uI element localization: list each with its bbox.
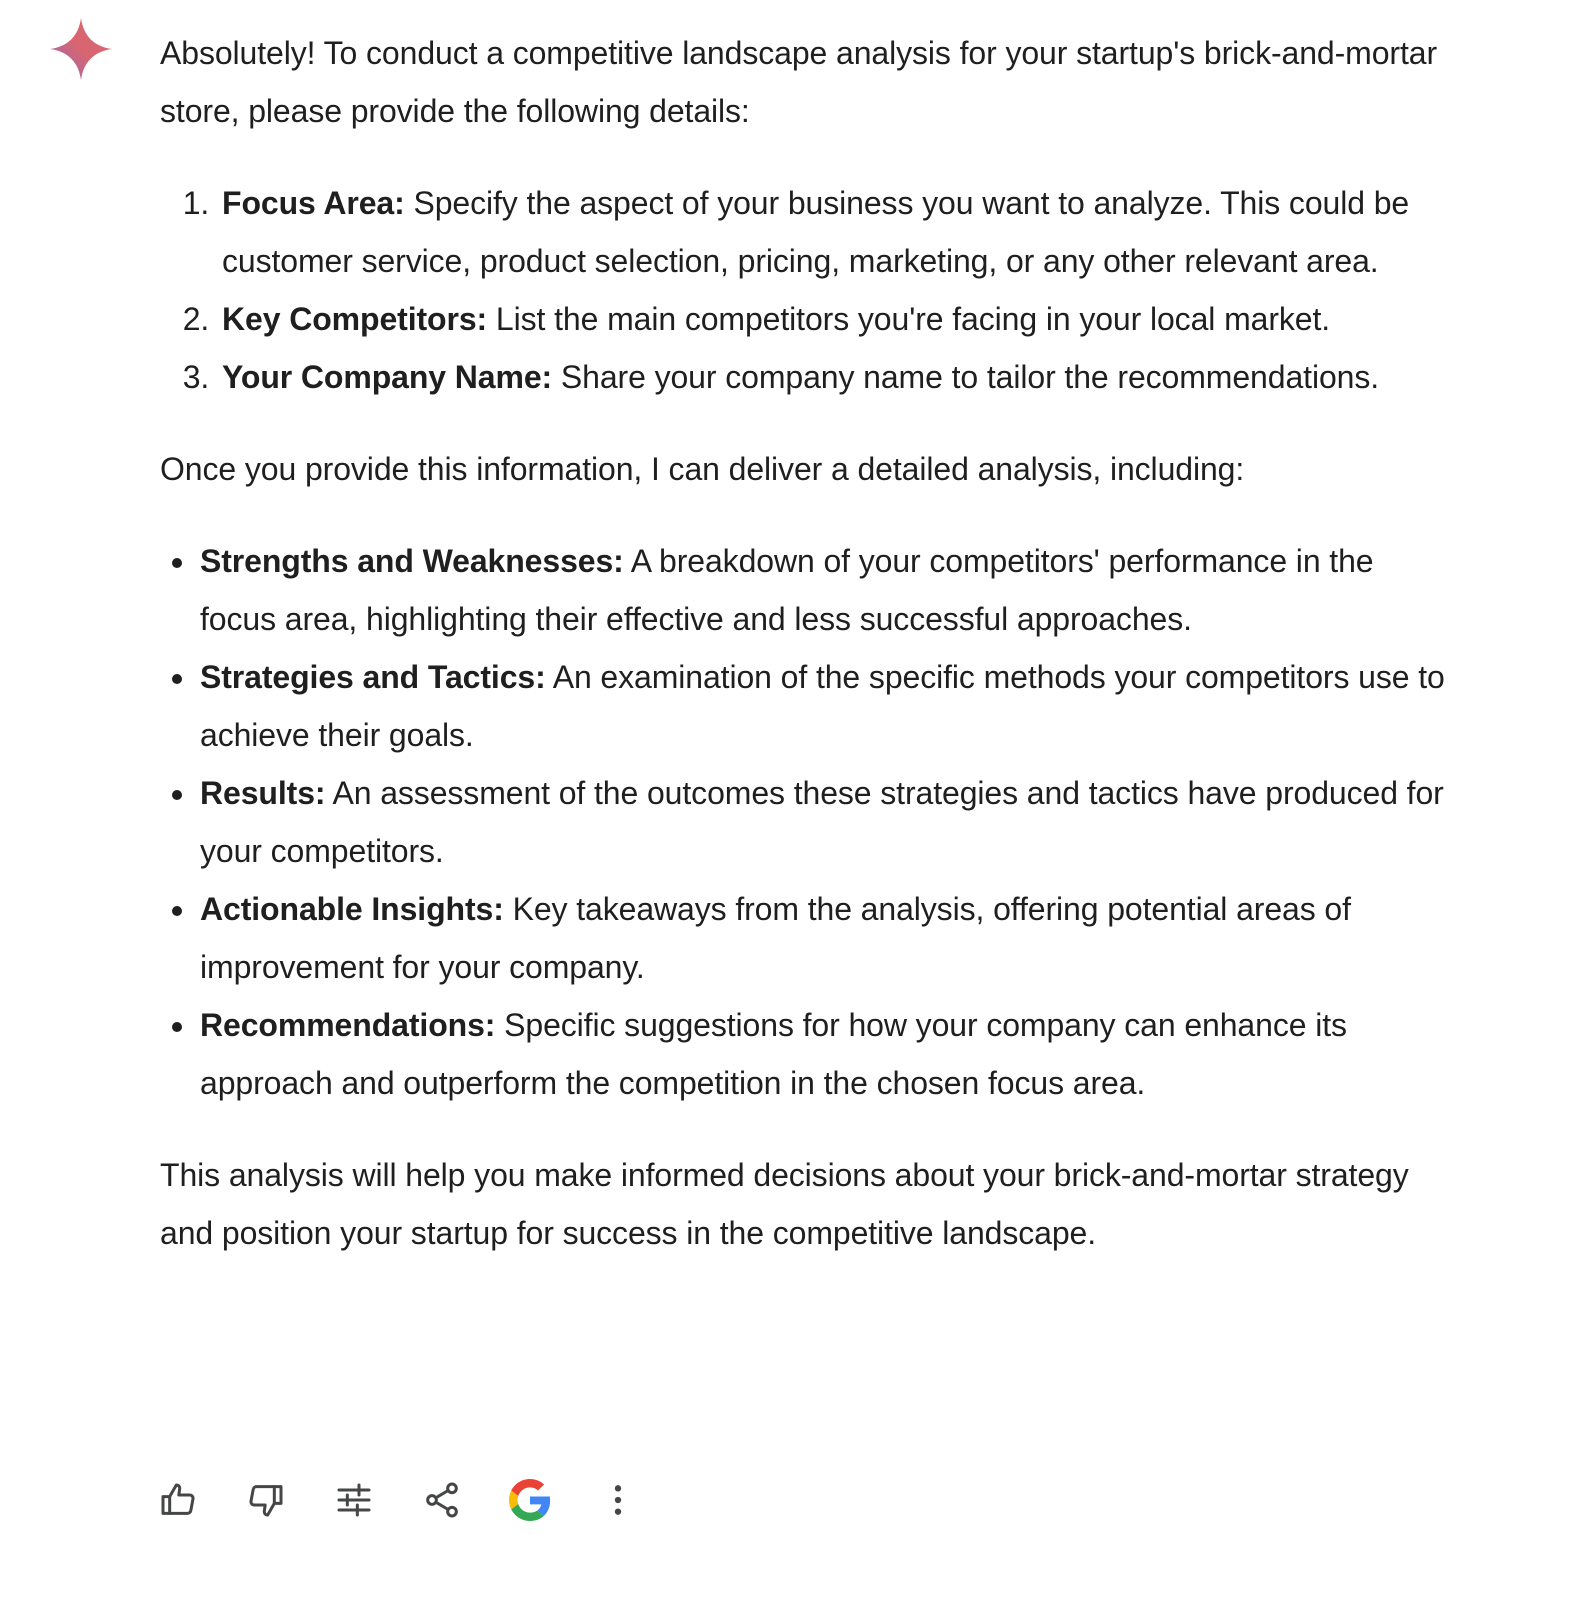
- item-text: A breakdown of your competitors' performance in the focus area, highlighting their effective and less successful approaches.: [200, 543, 1374, 637]
- list-item: [198, 996, 1450, 1112]
- share-button[interactable]: [420, 1478, 464, 1522]
- item-label: Strategies and Tactics:: [200, 659, 546, 695]
- item-label: Your Company Name:: [222, 359, 553, 395]
- item-text: Specify the aspect of your business you want to analyze. This could be customer service, product selection, pricing, marketing, or any other relevant area.: [222, 185, 1410, 279]
- list-item: [218, 348, 1450, 406]
- thumbs-down-icon: [246, 1480, 286, 1520]
- item-label: Key Competitors:: [222, 301, 488, 337]
- item-text: Key takeaways from the analysis, offering potential areas of improvement for your company.: [200, 891, 1351, 985]
- thumbs-down-button[interactable]: [244, 1478, 288, 1522]
- response-closing: This analysis will help you make informed decisions about your brick-and-mortar strategy and position your startup for success in the competitive landscape.: [160, 1157, 1409, 1251]
- item-label: Strengths and Weaknesses:: [200, 543, 624, 579]
- deliverables-list: [160, 532, 1450, 1112]
- double-check-button[interactable]: [508, 1478, 552, 1522]
- thumbs-up-icon: [158, 1480, 198, 1520]
- item-text: An assessment of the outcomes these strategies and tactics have produced for your competitors.: [200, 775, 1444, 869]
- list-item: [218, 290, 1450, 348]
- details-list: [160, 174, 1450, 406]
- item-text: List the main competitors you're facing in your local market.: [487, 301, 1331, 337]
- item-label: Results:: [200, 775, 326, 811]
- google-logo-icon: [509, 1479, 551, 1521]
- item-text: An examination of the specific methods your competitors use to achieve their goals.: [200, 659, 1445, 753]
- modify-response-button[interactable]: [332, 1478, 376, 1522]
- response-intro: Absolutely! To conduct a competitive landscape analysis for your startup's brick-and-mortar store, please provide the following details:: [160, 35, 1438, 129]
- list-item: [198, 648, 1450, 764]
- share-icon: [422, 1480, 462, 1520]
- item-text: Share your company name to tailor the recommendations.: [552, 359, 1380, 395]
- list-item: [218, 174, 1450, 290]
- item-label: Actionable Insights:: [200, 891, 504, 927]
- more-options-button[interactable]: [596, 1478, 640, 1522]
- assistant-response: [160, 24, 1450, 1262]
- more-vertical-icon: [598, 1480, 638, 1520]
- gemini-sparkle-icon: [48, 16, 114, 82]
- item-label: Focus Area:: [222, 185, 405, 221]
- thumbs-up-button[interactable]: [156, 1478, 200, 1522]
- item-label: Recommendations:: [200, 1007, 496, 1043]
- list-item: [198, 880, 1450, 996]
- response-middle: Once you provide this information, I can deliver a detailed analysis, including:: [160, 451, 1245, 487]
- response-actions: [156, 1478, 684, 1522]
- list-item: [198, 532, 1450, 648]
- item-text: Specific suggestions for how your company can enhance its approach and outperform the competition in the chosen focus area.: [200, 1007, 1347, 1101]
- list-item: [198, 764, 1450, 880]
- modify-response-icon: [334, 1480, 374, 1520]
